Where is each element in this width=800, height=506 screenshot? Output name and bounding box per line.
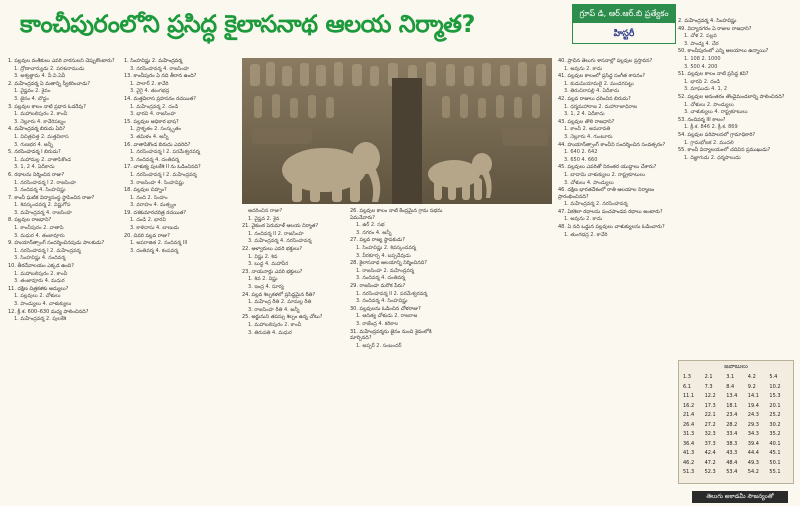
question-text: 43. పల్లవుల తొలి రాజధాని? <box>558 118 615 125</box>
option-text: 3. కాళిదాసు 4. బాణుడు <box>130 225 180 232</box>
question-text: 1. సింహవిష్ణు 2. మహేంద్రవర్మ <box>124 58 183 64</box>
option-text: 1. పల్లవులు 2. చోళులు <box>14 293 61 300</box>
question-text: 27. పల్లవ రాజ్య స్థాపకుడు? <box>350 237 405 244</box>
option-text: 3. తంజావూరు 4. మధుర <box>14 278 65 285</box>
question-text: 51. పల్లవుల కాలం నాటి ప్రసిద్ధ కవి? <box>678 71 749 78</box>
option-text: 1. మహాబలిపురం 2. కాంచీ <box>14 111 68 118</box>
question-text: 20. చివరి పల్లవ రాజు? <box>124 232 170 239</box>
answer-cell: 29.3 <box>747 421 759 428</box>
answer-cell: 12.2 <box>704 393 716 399</box>
answer-cell: 23.4 <box>726 412 738 418</box>
option-text: 1. నరసింహవర్మ I 2. మహేంద్రవర్మ <box>14 247 81 254</box>
answer-cell: 16.2 <box>683 402 695 409</box>
option-text: 3. నందివర్మ 4. దంతివర్మ <box>356 275 406 282</box>
answer-cell: 46.2 <box>683 459 695 466</box>
option-text: 3. మాఘుడు 4. 1, 2 <box>684 86 728 93</box>
question-text: 14. మత్తవిలాస ప్రహసనం రచయిత? <box>124 95 196 102</box>
question-column-7 <box>678 18 796 356</box>
option-text: 1. వైష్ణవ 2. శైవ <box>248 215 280 222</box>
option-text: 1. శివస్కందవర్మ 2. విష్ణుగోప <box>14 202 71 209</box>
question-text: 41. పల్లవుల కాలంలో ప్రసిద్ధ సంగీత శాసనం? <box>558 73 646 80</box>
option-text: 1. రాజసింహ 2. మహేంద్రవర్మ <box>356 267 414 274</box>
option-text: 1. నరసింహవర్మ I 2. మహేంద్రవర్మ <box>130 171 197 178</box>
option-text: 1. శివ 2. విష్ణు <box>248 276 278 283</box>
option-text: 1. విష్ణు 2. శివ <box>248 253 278 260</box>
question-text: 49. విద్యానగరం ఏ రాజుల రాజధాని? <box>678 25 752 32</box>
option-text: 3. తమిళం 4. అన్నీ <box>130 133 169 140</box>
option-text: 1. దిజ్ఞాగుడు 2. ధర్మపాలుడు <box>684 154 741 161</box>
option-text: 1. ద్రోణాచార్యుడు 2. పరశురాముడు <box>14 65 85 72</box>
answer-cell: 52.3 <box>704 469 716 475</box>
answer-cell: 43.3 <box>726 450 738 456</box>
option-text: 1. క్రీ.శ. 846 2. క్రీ.శ. 869 <box>684 124 738 131</box>
question-text: 4. మహేంద్రవర్మ బిరుదు ఏది? <box>8 126 66 133</box>
answer-cell: 18.1 <box>726 402 738 409</box>
option-text: 1. అవును 2. కాదు <box>564 216 603 223</box>
question-text: 19. దశకుమారచరిత్ర రచయిత? <box>124 209 187 216</box>
answer-cell: 35.2 <box>769 431 781 437</box>
option-text: 3. తిరుచిరాపల్లి 4. ఏదీకాదు <box>564 88 620 95</box>
option-text: 1. అవును 2. కాదు <box>564 65 603 72</box>
question-text: 46. దక్షిణ భారతదేశంలో రాతి ఆలయాల నిర్మాణం ప్రారంభించినది? <box>558 187 655 200</box>
option-text: 1. నరసింహవర్మ II 2. పరమేశ్వరవర్మ <box>356 290 428 297</box>
answer-cell: 4.2 <box>747 374 756 380</box>
question-text: 16. వాతాపికొండ బిరుదు ఎవరిది? <box>124 141 191 148</box>
answer-cell: 1.3 <box>683 374 691 380</box>
option-text: 1. తుంగభద్ర 2. కావేరి <box>564 231 608 238</box>
option-text: 3. వీరకూర్చ 4. బప్పదేవుడు <box>356 252 411 259</box>
option-text: 3. పాండ్య 4. చేర <box>684 40 719 47</box>
option-text: 1. ఆదిత్య చోళుడు 2. రాజరాజ <box>356 313 418 320</box>
question-text: 8. పల్లవుల రాజధాని? <box>8 217 52 224</box>
question-column-6 <box>558 58 672 500</box>
question-text: 21. వైకుంఠ పెరుమాళ్ ఆలయ నిర్మాత? <box>242 223 319 230</box>
answer-cell: 38.3 <box>726 440 738 447</box>
option-text: 3. 1, 2 4. ఏదీకాదు <box>14 164 55 171</box>
answer-cell: 21.4 <box>683 412 695 418</box>
option-text: 3. అశ్వత్థామ 4. వీ.వి.ఏవీ <box>14 73 66 80</box>
answer-cell: 5.4 <box>769 374 778 380</box>
question-text: 24. పల్లవ శిల్పకళలో ప్రసిద్ధమైన రీతి? <box>242 291 316 298</box>
question-text: 6. రథాలను నిర్మించిన రాజు? <box>8 171 65 178</box>
question-text: 23. నాయనార్లు ఎవరి భక్తులు? <box>242 268 303 275</box>
option-text: 3. చాళుక్యులు 4. రాష్ట్రకూటులు <box>684 109 748 116</box>
question-text: 54. పల్లవుల పరిపాలనలో గ్రామాధికారి? <box>678 131 756 138</box>
option-text: 3. జైనం 4. బౌద్ధం <box>14 95 49 102</box>
rock-relief-illustration <box>242 58 552 204</box>
badge-title: హిస్టరీ <box>613 29 635 39</box>
answer-cell: 44.4 <box>747 450 759 456</box>
answer-cell: 45.1 <box>769 450 781 456</box>
answer-cell: 27.2 <box>704 421 716 428</box>
question-text: 3. పల్లవుల కాలం నాటి ప్రధాన ఓడరేవు? <box>8 103 86 110</box>
question-text: 5. నరసింహవర్మ I బిరుదు? <box>8 149 61 156</box>
option-text: 3. రాజసింహ 4. సింహవిష్ణు <box>130 179 184 186</box>
question-text: 10. తీరదేవాలయం ఎక్కడ ఉంది? <box>8 263 74 270</box>
answer-cell: 33.4 <box>726 431 738 437</box>
option-text: 3. పాండ్యులు 4. చాళుక్యులు <box>14 301 72 307</box>
option-text: 1. కాంచీపురం 2. వాతాపి <box>14 225 64 232</box>
option-text: 3. మహేంద్రవర్మ 4. రాజసింహ <box>14 209 72 216</box>
option-text: 1. నంది 2. సింహం <box>130 194 168 201</box>
option-text: 3. 1, 2 4. ఏదీకాదు <box>564 111 605 118</box>
option-text: 1. 108 2. 1000 <box>684 55 721 62</box>
answer-cell: 41.3 <box>683 450 695 456</box>
answer-cell: 7.3 <box>704 383 713 390</box>
option-text: 1. మహేంద్రవర్మ 2. పులకేశి <box>14 316 67 323</box>
question-text: 11. దక్షిణ చిత్రకళకు ఆద్యులు? <box>8 285 69 292</box>
question-text: 22. ఆళ్వారులు ఎవరి భక్తులు? <box>242 245 303 252</box>
option-text: 3. మధుర 4. తంజావూరు <box>14 232 65 239</box>
courtesy-logo: తెలుగు అకాడమీ సౌజన్యంతో <box>692 491 788 503</box>
option-text: 3. నగరం 4. అన్నీ <box>356 229 392 236</box>
option-text: 3. రాజేంద్ర 4. కరికాల <box>356 320 399 327</box>
option-text: 1. మహాబలిపురం 2. కాంచీ <box>248 321 302 328</box>
question-text: 28. కైలాసనాథ ఆలయాన్ని నిర్మించినది? <box>350 260 427 267</box>
question-text: 30. పల్లవులను ఓడించిన చోళరాజు? <box>350 305 421 312</box>
option-text: 3. గుణభర 4. అన్నీ <box>14 141 54 148</box>
answer-cell: 6.1 <box>683 383 691 390</box>
answer-cell: 10.2 <box>769 383 781 390</box>
answer-cell: 11.1 <box>683 393 695 399</box>
question-text: 2. మహేంద్రవర్మ 4. సింహవిష్ణు <box>678 18 737 24</box>
option-text: 1. కాంచీ 2. అమరావతి <box>564 126 611 133</box>
question-text: 12. క్రీ.శ. 600–630 మధ్య పాలించినది? <box>8 308 89 315</box>
option-text: 3. నందివర్మ 4. సింహవిష్ణు <box>14 187 66 194</box>
question-text: 25. అర్జునుని తపస్సు శిల్పం ఉన్న చోటు? <box>242 314 323 321</box>
option-text: 1. నందివర్మ II 2. రాజసింహ <box>248 230 304 237</box>
question-text: 17. చాళుక్య పులకేశి II ను ఓడించినది? <box>124 164 201 171</box>
question-text: 9. హుయాన్‌త్సాంగ్ సందర్శించినపుడు పాలకుడు? <box>8 240 105 247</box>
answer-cell: 14.1 <box>747 393 759 399</box>
answer-cell: 36.4 <box>683 440 695 447</box>
answer-cell: 2.1 <box>704 374 713 380</box>
answer-cell: 24.3 <box>747 412 759 418</box>
answer-cell: 19.4 <box>747 402 759 409</box>
answer-cell: 40.1 <box>769 440 781 447</box>
answer-cell: 31.3 <box>683 431 695 437</box>
answer-cell: 3.1 <box>726 374 735 380</box>
option-text: 1. గ్రామభోజక 2. ముదలి <box>684 139 734 146</box>
answer-cell: 26.4 <box>683 421 695 428</box>
answer-cell: 25.2 <box>769 412 781 418</box>
option-text: 1. కుడుమియామలై 2. మండగపట్టు <box>564 80 634 87</box>
answer-cell: 8.4 <box>726 383 735 390</box>
question-text: 29. రాజసింహ మరొక పేరు? <box>350 282 406 289</box>
option-text: 1. చోళ 2. పల్లవ <box>684 33 717 40</box>
option-text: 3. రాజసింహ రీతి 4. అన్నీ <box>248 306 300 313</box>
option-text: 1. అప్పర్ 2. సంబందర్ <box>356 342 402 349</box>
option-text: 3. నందివర్మ 4. సింహవిష్ణు <box>356 298 408 305</box>
option-text: 1. సింహవిష్ణు 2. శివస్కందవర్మ <box>356 244 416 251</box>
answer-cell: 53.4 <box>726 469 738 475</box>
temple-relief-photo <box>242 58 552 204</box>
option-text: 3. భారవి 4. రాజసింహ <box>130 111 176 118</box>
answer-cell: 20.1 <box>769 402 781 409</box>
answer-cell: 34.3 <box>747 431 759 437</box>
option-text: 3. ఇంద్ర 4. సూర్య <box>248 283 284 290</box>
headline: కాంచీపురంలోని ప్రసిద్ధ కైలాసనాథ ఆలయ నిర్మాత? <box>20 10 475 38</box>
question-text: 40. ప్రాచీన తెలుగు శాసనాల్లో పల్లవుల ప్రస్తావన? <box>558 58 653 64</box>
option-text: 3. నెల్లూరు 4. కావేరిపట్నం <box>14 118 66 125</box>
question-column-4 <box>350 208 454 500</box>
answer-key-box <box>678 360 794 484</box>
option-text: 3. 650 4. 660 <box>564 156 598 163</box>
option-text: 1. మహాబలిపురం 2. కాంచీ <box>14 270 68 277</box>
option-text: 1. నరసింహవర్మ I 2. రాజసింహ <box>14 179 77 186</box>
question-text: ఆదరించిన రాజు? <box>248 208 283 214</box>
option-text: 1. బాదామి చాళుక్యులు 2. రాష్ట్రకూటులు <box>564 171 645 178</box>
option-text: 3. వరాహం 4. మత్స్యం <box>130 202 177 209</box>
question-text: 15. పల్లవుల అధికార భాష? <box>124 118 179 125</box>
answer-cell: 42.4 <box>704 450 716 456</box>
option-text: 1. ధర్మమహారాజ 2. మహారాజాధిరాజ <box>564 103 637 110</box>
option-text: 3. వైగై 4. తుంగభద్ర <box>130 88 170 95</box>
answer-cell: 54.2 <box>747 469 759 475</box>
question-text: 47. ఏకశిలా రథాలను పంచపాండవ రథాలు అంటారు? <box>558 208 663 215</box>
question-text: 55. కాంచీ విద్యాలయంలో చదివిన ప్రముఖుడు? <box>678 147 771 154</box>
option-text: 1. ప్రాకృతం 2. సంస్కృతం <box>130 126 182 133</box>
option-text: 1. 640 2. 642 <box>564 149 598 156</box>
answer-cell: 15.3 <box>769 393 781 399</box>
option-text: 1. ఉర్ 2. సభ <box>356 222 385 229</box>
section-badge <box>572 4 676 44</box>
answer-cell: 47.2 <box>704 459 716 466</box>
option-text: 1. దండి 2. భారవి <box>130 217 166 224</box>
answer-cell: 22.1 <box>704 412 716 418</box>
answer-key-title: జవాబులు <box>724 363 748 370</box>
question-text: 13. కాంచీపురం ఏ నది తీరాన ఉంది? <box>124 73 197 80</box>
option-text: 1. భారవి 2. దండి <box>684 78 720 85</box>
answer-cell: 48.4 <box>726 459 738 466</box>
option-text: 1. విచిత్రచిత్త 2. మత్తవిలాస <box>14 133 69 140</box>
question-text: 42. పల్లవ రాజులు ధరించిన బిరుదు? <box>558 95 631 102</box>
question-text: 44. హుయాన్‌త్సాంగ్ కాంచీని సందర్శించిన సంవత్సరం? <box>558 141 666 148</box>
question-text: 50. కాంచీపురంలో ఎన్ని ఆలయాలు ఉన్నాయి? <box>678 48 769 55</box>
option-text: 3. సింహవిష్ణు 4. నందివర్మ <box>14 255 66 262</box>
question-text: 31. మహేంద్రవర్మను జైనం నుంచి శైవంలోకి మార్చినది? <box>350 328 432 342</box>
badge-subtitle: గ్రూప్ డి, ఆర్.ఆర్.బి ప్రత్యేకం <box>573 5 675 23</box>
question-text: 48. ఏ నది ఒడ్డున పల్లవులు చాళుక్యులను ఓడించారు? <box>558 224 665 231</box>
answer-cell: 17.3 <box>704 402 716 409</box>
answer-cell: 55.1 <box>769 469 781 475</box>
question-column-3 <box>242 208 346 500</box>
option-text: 1. మహేంద్ర రీతి 2. మామల్ల రీతి <box>248 299 312 306</box>
question-text: 26. పల్లవుల కాలం నాటి కేంద్రమైన గ్రామ సభను ఏమనేవారు? <box>350 208 443 221</box>
answer-cell: 32.3 <box>704 431 716 437</box>
option-text: 1. మహేంద్రవర్మ 2. దండి <box>130 103 179 110</box>
option-text: 1. నరసింహవర్మ I 2. పరమేశ్వరవర్మ <box>130 149 200 156</box>
option-text: 1. మహామల్ల 2. వాతాపికొండ <box>14 156 71 163</box>
question-text: 2. మహేంద్రవర్మ ఏ మతాన్ని స్వీకరించాడు? <box>8 80 91 87</box>
answer-cell: 9.2 <box>747 383 756 390</box>
option-text: 1. మహేంద్రవర్మ 2. నరసింహవర్మ <box>564 201 628 208</box>
option-text: 3. తిరుపతి 4. మధుర <box>248 329 292 336</box>
option-text: 3. 500 4. 200 <box>684 63 718 70</box>
question-text: 52. పల్లవుల అనంతరం తొండైమండలాన్ని పాలించినది? <box>678 93 785 100</box>
answer-cell: 28.2 <box>726 421 738 428</box>
option-text: 1. చోళులు 2. పాండ్యులు <box>684 101 734 108</box>
option-text: 3. నందివర్మ 4. దంతివర్మ <box>130 156 180 163</box>
question-column-1 <box>8 58 120 498</box>
answer-cell: 50.1 <box>769 459 781 466</box>
answer-cell: 51.3 <box>683 469 695 475</box>
option-text: 3. నరసింహవర్మ 4. రాజసింహ <box>130 65 190 72</box>
option-text: 1. వైష్ణవం 2. శైవం <box>14 88 51 95</box>
option-text: 3. దంతివర్మ 4. కంపవర్మ <box>130 247 179 254</box>
option-text: 3. బుద్ధ 4. మహావీర <box>248 261 289 268</box>
option-text: 3. మహేంద్రవర్మ 4. నరసింహవర్మ <box>248 238 312 245</box>
question-text: 45. పల్లవులు ఎవరితో నిరంతర యుద్ధాలు చేశారు? <box>558 164 657 171</box>
question-column-2 <box>124 58 236 498</box>
question-text: 18. పల్లవుల చిహ్నం? <box>124 187 167 194</box>
question-text: 7. కాంచీ ఘటిక విద్యాసంస్థ స్థాపించిన రాజు? <box>8 194 95 201</box>
answer-key-grid <box>683 373 791 477</box>
answer-cell: 49.3 <box>747 459 759 466</box>
question-text: 53. నందివర్మ III కాలం? <box>678 116 726 123</box>
option-text: 1. అపరాజిత 2. నందివర్మ III <box>130 240 188 247</box>
answer-cell: 30.2 <box>769 421 781 428</box>
question-text: 1. పల్లవుల వంశీకులు ఎవరి వారసులని చెప్పుకొంటారు? <box>8 58 115 64</box>
answer-cell: 13.4 <box>726 393 738 399</box>
option-text: 3. నెల్లూరు 4. గుంటూరు <box>564 133 613 140</box>
answer-cell: 39.4 <box>747 440 759 447</box>
option-text: 3. చోళులు 4. పాండ్యులు <box>564 179 614 186</box>
option-text: 1. పాలార్ 2. కావేరి <box>130 80 169 87</box>
answer-cell: 37.3 <box>704 440 716 447</box>
